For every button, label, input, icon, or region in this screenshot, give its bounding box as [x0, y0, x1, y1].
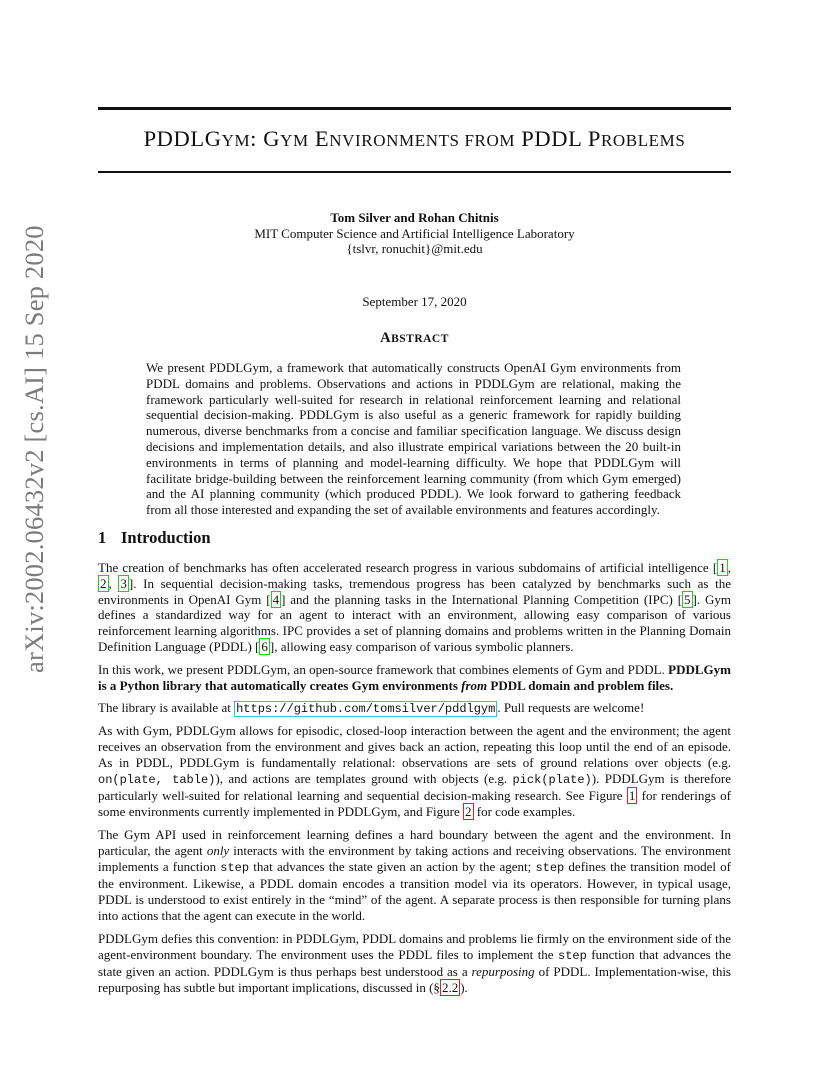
- paragraph-6: PDDLGym defies this convention: in PDDLGym, PDDL domains and problems lie firmly on the environment side of the agent-environment boundary. The environment uses the PDDL files to implement the step function that advances the state given an action. PDDLGym is thus perhaps best understood as a repurposing of PDDL. Implementation-wise, this repurposing has subtle but important implications, discussed in (§ 2.2 ).: [98, 930, 731, 996]
- title-rule-bottom: [98, 171, 731, 173]
- abstract-heading: ABSTRACT: [380, 330, 449, 346]
- arxiv-identifier-stamp: arXiv:2002.06432v2 [cs.AI] 15 Sep 2020: [19, 225, 49, 673]
- citation-link[interactable]: 5: [684, 591, 691, 607]
- paragraph-4: As with Gym, PDDLGym allows for episodic, closed-loop interaction between the agent and the environment; the agent receives an observation from the environment and gives back an action, repeating this loop until the end of an episode. As in PDDL, PDDLGym is fundamentally relational: observations are sets of ground relations over objects (e.g. on(plate, table)), and actions are templates ground with objects (e.g. pick(plate)). PDDLGym is therefore particularly well-suited for relational learning and sequential decision-making research. See Figure 1 for renderings of some environments currently implemented in PDDLGym, and Figure 2 for code examples.: [98, 723, 732, 820]
- inline-code: step: [220, 860, 250, 875]
- title-rule-top: [98, 107, 731, 110]
- citation-link[interactable]: 4: [272, 591, 280, 607]
- paragraph-2: In this work, we present PDDLGym, an open-source framework that combines elements of Gym and PDDL. PDDLGym is a Python library that automatically creates Gym environments from PDDL domain and problem files.: [98, 661, 731, 693]
- citation-link[interactable]: 6: [261, 638, 268, 654]
- paragraph-5: The Gym API used in reinforcement learning defines a hard boundary between the agent and the environment. In particular, the agent only interacts with the environment by taking actions and receiving observations. The environment implements a function step that advances the state given an action by the agent; step defines the transition model of the environment. Likewise, a PDDL domain encodes a transition model via its operators. However, in typical usage, PDDL is understood to exist entirely in the “mind” of the agent. A separate process is then responsible for turning plans into actions that the agent can execute in the world.: [98, 826, 731, 923]
- section-title: Introduction: [121, 528, 211, 547]
- abstract-text: We present PDDLGym, a framework that automatically constructs OpenAI Gym environments from PDDL domains and problems. Observations and actions in PDDLGym are relational, making the framework particularly well-suited for research in relational reinforcement learning and relational sequential decision-making. PDDLGym is also useful as a generic framework for rapidly building numerous, diverse benchmarks from a concise and familiar specification language. We discuss design decisions and implementation details, and also illustrate empirical variations between the 20 built-in environments in terms of planning and model-learning difficulty. We hope that PDDLGym will facilitate bridge-building between the reinforcement learning community (from which Gym emerged) and the AI planning community (which produced PDDL). We look forward to gathering feedback from all those interested and expanding the set of available environments and features accordingly.: [146, 360, 681, 518]
- figure-ref-link[interactable]: 2: [465, 804, 472, 820]
- inline-code: step: [558, 948, 587, 963]
- section-heading: [98, 528, 211, 548]
- section-ref-link[interactable]: 2.2: [441, 980, 459, 996]
- author-email: {tslvr, ronuchit}@mit.edu: [346, 241, 483, 256]
- author-names: Tom Silver and Rohan Chitnis: [330, 210, 499, 225]
- section-number: 1: [98, 528, 107, 547]
- paper-title: PDDLGYM: GYM ENVIRONMENTS FROM PDDL PROBLEMS: [143, 126, 686, 151]
- github-url-link[interactable]: https://github.com/tomsilver/pddlgym: [236, 702, 496, 717]
- inline-code: step: [535, 860, 565, 875]
- inline-code: pick(plate): [512, 772, 592, 787]
- inline-code: on(plate, table): [98, 772, 216, 787]
- citation-link[interactable]: 3: [120, 575, 127, 591]
- author-affiliation: MIT Computer Science and Artificial Intelligence Laboratory: [254, 226, 575, 241]
- paragraph-3: The library is available at https://github.com/tomsilver/pddlgym . Pull requests are welcome!: [98, 700, 645, 717]
- paragraph-1: The creation of benchmarks has often accelerated research progress in various subdomains of artificial intelligence [ 1 , 2 , 3 ]. In sequential decision-making tasks, tremendous progress has been catalyzed by benchmarks such as the environments in OpenAI Gym [ 4 ] and the planning tasks in the International Planning Competition (IPC) [ 5 ]. Gym defines a standardized way for an agent to interact with an environment, allowing easy comparison of various reinforcement learning algorithms. IPC provides a set of planning domains and problems written in the Planning Domain Definition Language (PDDL) [ 6 ], allowing easy comparison of various symbolic planners.: [98, 560, 732, 654]
- paper-date: September 17, 2020: [362, 294, 467, 309]
- citation-link[interactable]: 2: [100, 575, 107, 591]
- citation-link[interactable]: 1: [719, 560, 726, 575]
- figure-ref-link[interactable]: 1: [628, 788, 636, 804]
- body-text: [98, 560, 731, 1003]
